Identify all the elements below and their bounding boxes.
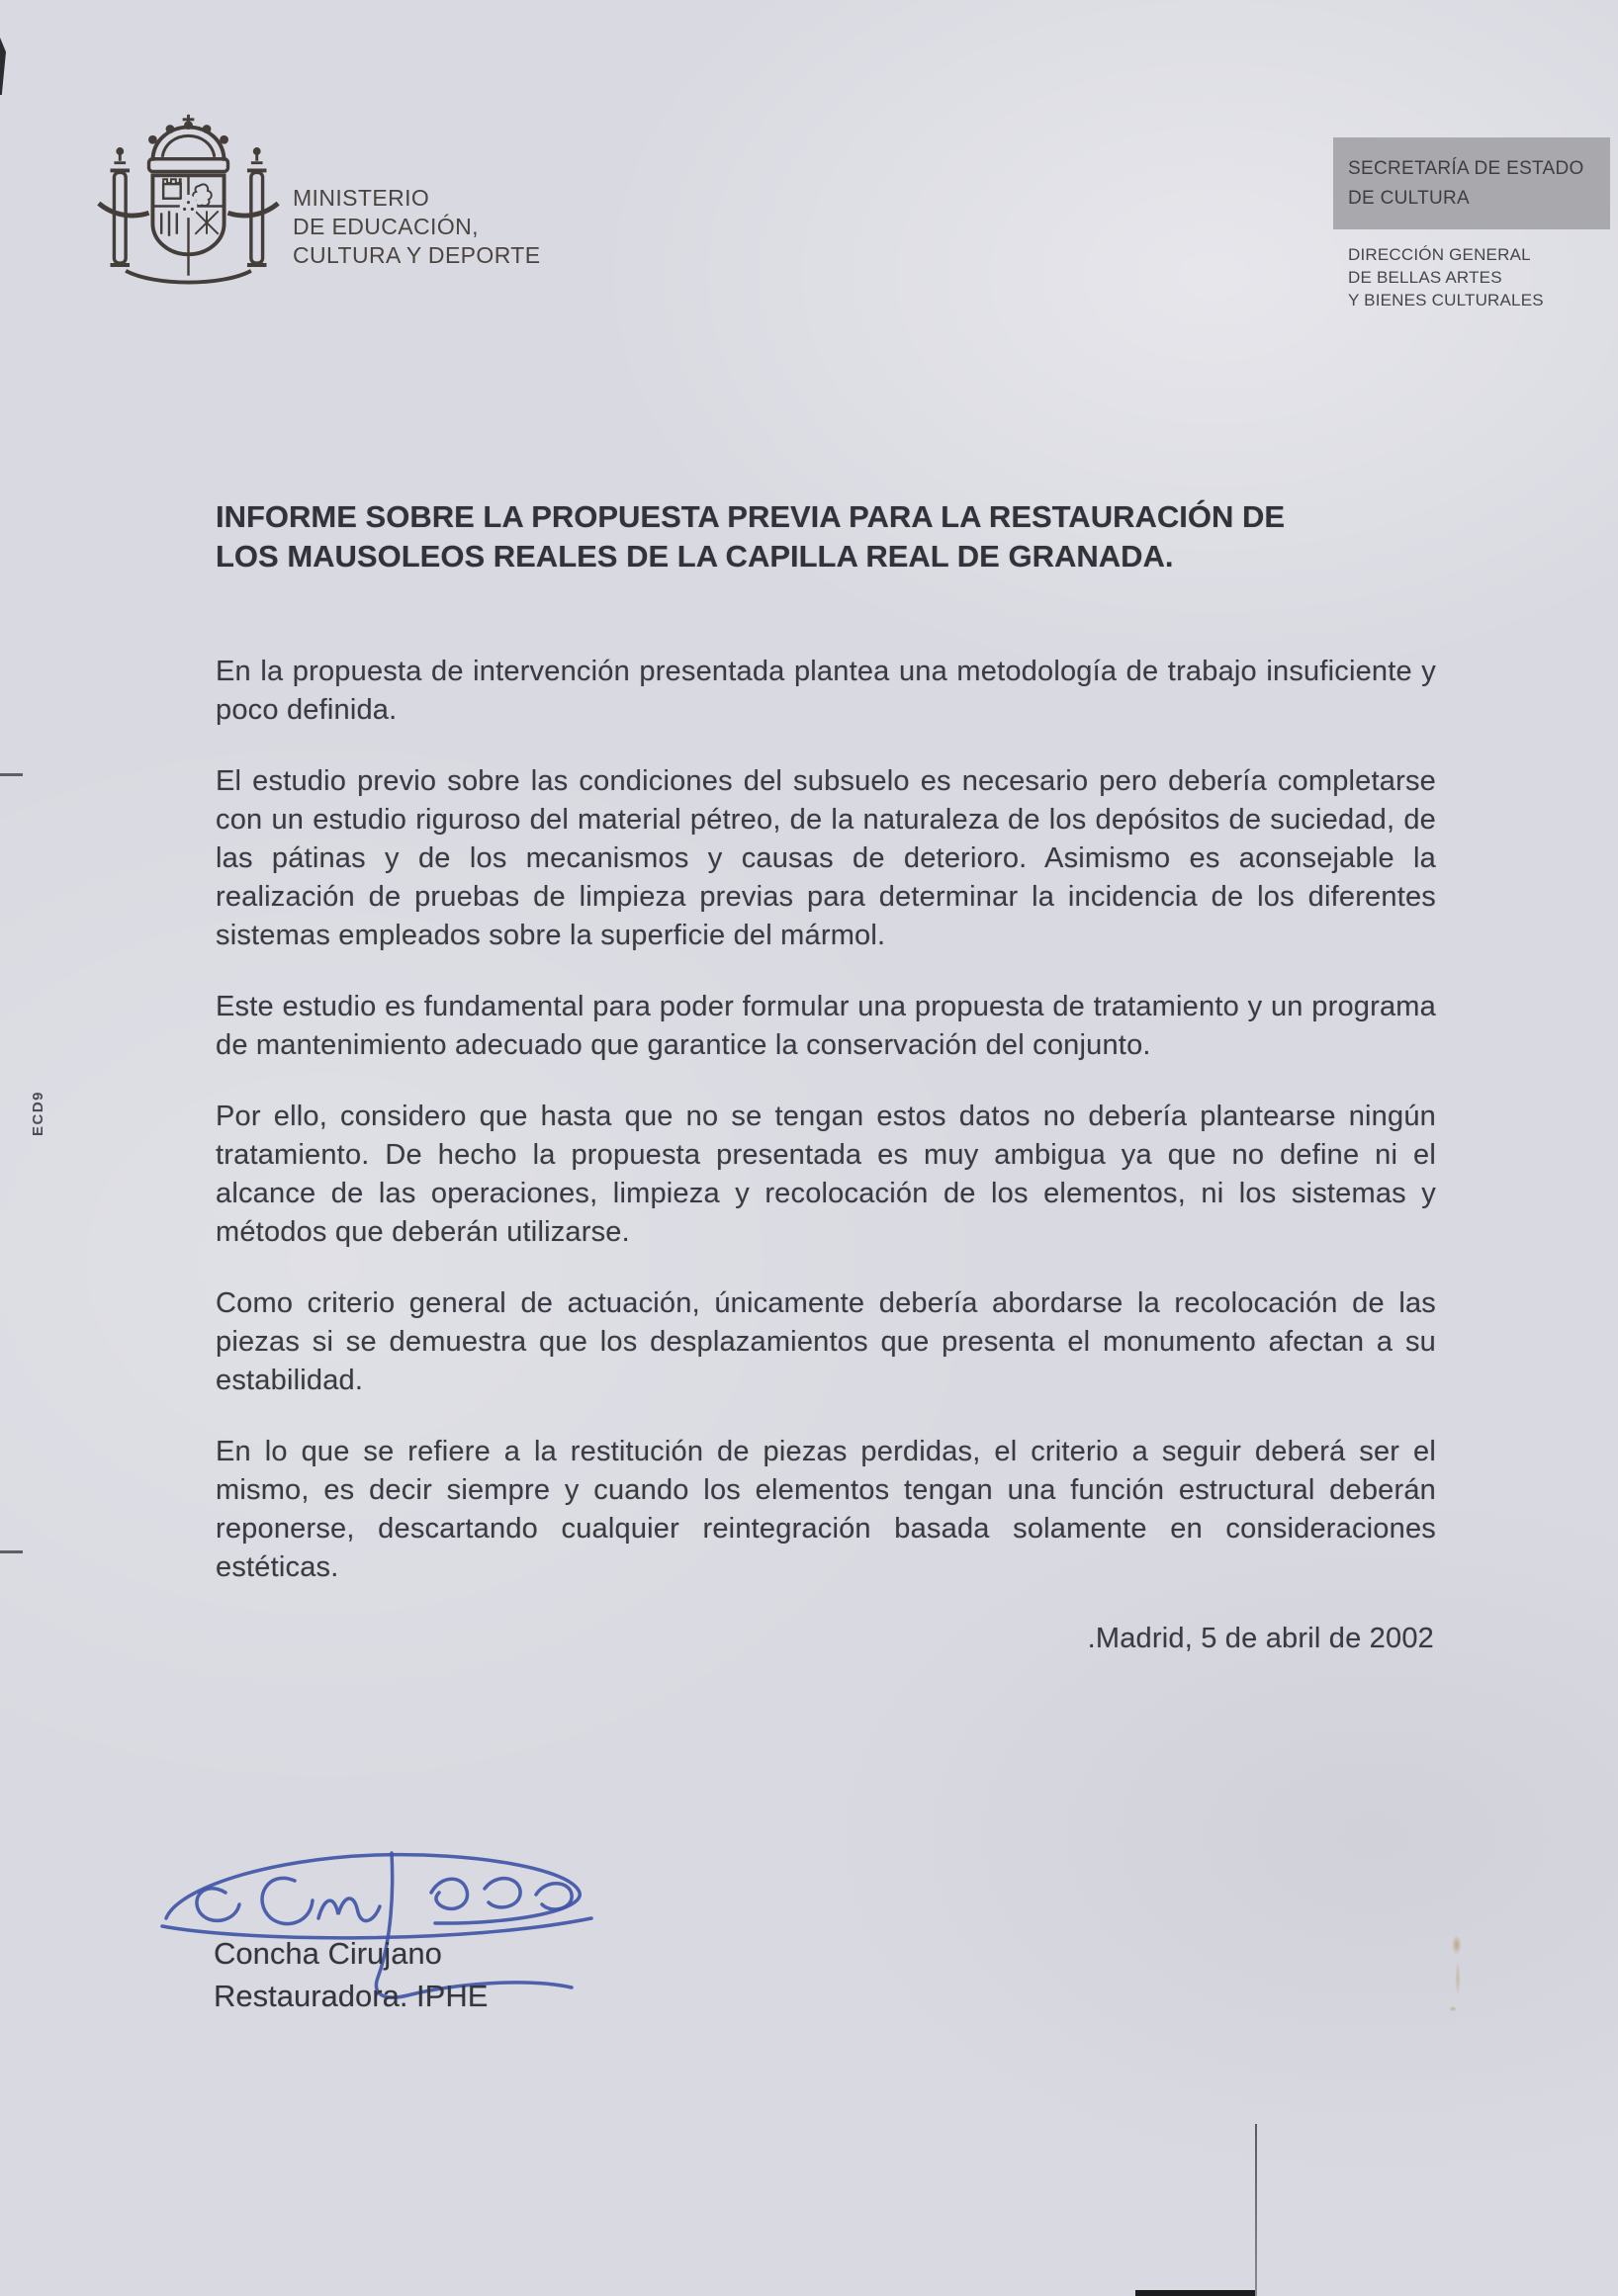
ministry-name: [293, 184, 541, 270]
direction-line: DE BELLAS ARTES: [1348, 268, 1502, 287]
ministry-line: DE EDUCACIÓN,: [293, 214, 479, 239]
body-paragraph: Este estudio es fundamental para poder formular una propuesta de tratamiento y un programa de mantenimiento adecuado que garantice la conservación del conjunto.: [216, 991, 1436, 1061]
margin-tick-mark: [0, 1550, 23, 1553]
direccion-general-label: [1348, 243, 1544, 311]
document-title: [216, 497, 1462, 576]
document-title-line: INFORME SOBRE LA PROPUESTA PREVIA PARA LA RESTAURACIÓN DE: [216, 499, 1286, 534]
fold-line: [1255, 2124, 1257, 2296]
ministry-line: CULTURA Y DEPORTE: [293, 242, 541, 268]
ministry-line: MINISTERIO: [293, 185, 430, 211]
body-paragraph: En lo que se refiere a la restitución de piezas perdidas, el criterio a seguir deberá ser el mismo, es decir siempre y cuando los elementos tengan una función estructural deberán reponerse, descartando cualquier reintegración basada solamente en consideraciones estéticas.: [216, 1436, 1436, 1583]
signer-title: Restauradora. IPHE: [214, 1979, 489, 2013]
scan-edge-artifact: [1135, 2290, 1256, 2296]
paper-stain: [1446, 1928, 1470, 2012]
signer-name: Concha Cirujano: [214, 1936, 442, 1971]
body-paragraph: Como criterio general de actuación, únicamente debería abordarse la recolocación de las piezas si se demuestra que los desplazamientos que presenta el monumento afectan a su estabilidad.: [216, 1287, 1436, 1396]
margin-code: ECD9: [30, 1091, 46, 1137]
body-paragraph: El estudio previo sobre las condiciones del subsuelo es necesario pero debería completarse con un estudio riguroso del material pétreo, de la naturaleza de los depósitos de suciedad, de las pátinas y de los mecanismos y causas de deterioro. Asimismo es aconsejable la realización de pruebas de limpieza previas para determinar la incidencia de los diferentes sistemas empleados sobre la superficie del mármol.: [216, 765, 1436, 951]
direction-line: Y BIENES CULTURALES: [1348, 291, 1544, 309]
signer-block: [214, 1932, 488, 2017]
letter-body: [216, 653, 1436, 1658]
secretariat-box: [1333, 137, 1610, 229]
direction-line: DIRECCIÓN GENERAL: [1348, 245, 1531, 264]
scan-edge-artifact: [0, 38, 6, 95]
body-paragraph: Por ello, considero que hasta que no se tengan estos datos no debería plantearse ningún tratamiento. De hecho la propuesta presentada es muy ambigua ya que no define ni el alcance de las operaciones, limpieza y recolocación de los elementos, ni los sistemas y métodos que deberán utilizarse.: [216, 1101, 1436, 1248]
margin-tick-mark: [0, 773, 23, 776]
document-title-line: LOS MAUSOLEOS REALES DE LA CAPILLA REAL DE GRANADA.: [216, 539, 1174, 574]
date-line: .Madrid, 5 de abril de 2002: [1087, 1623, 1434, 1654]
spain-coat-of-arms-icon: [87, 111, 290, 304]
secretariat-line: DE CULTURA: [1348, 188, 1470, 209]
body-paragraph: En la propuesta de intervención presentada plantea una metodología de trabajo insuficiente y poco definida.: [216, 656, 1436, 726]
secretariat-line: SECRETARÍA DE ESTADO: [1348, 158, 1584, 179]
